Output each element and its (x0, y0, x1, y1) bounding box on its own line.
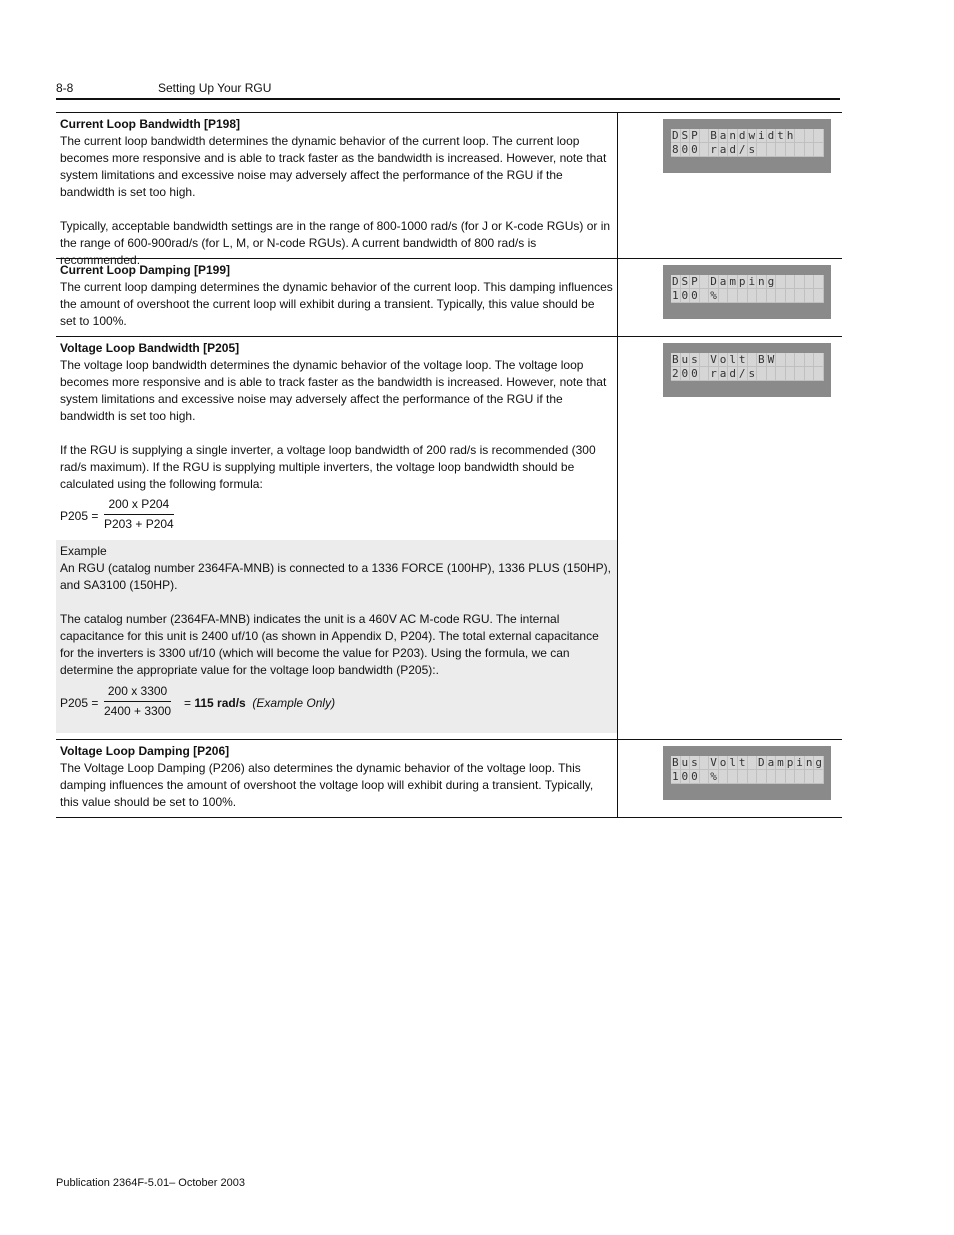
lcd-char (700, 770, 710, 784)
lcd-char (748, 289, 758, 303)
lcd-char (814, 275, 824, 289)
lcd-char (795, 367, 805, 381)
lcd-screen (671, 353, 824, 381)
lcd-char (700, 353, 710, 367)
lcd-line-2 (671, 367, 824, 381)
lcd-char (700, 129, 710, 143)
lcd-char: g (767, 275, 775, 288)
description-cell (56, 337, 618, 739)
lcd-char: 0 (681, 143, 689, 156)
lcd-char (776, 289, 786, 303)
lcd-char: d (729, 367, 736, 380)
lcd-char: s (748, 143, 756, 156)
lcd-char (700, 367, 710, 381)
lcd-char (738, 289, 748, 303)
lcd-char: t (738, 756, 746, 769)
lcd-char: 0 (681, 770, 689, 783)
lcd-char: 0 (681, 289, 689, 302)
table-row (56, 113, 842, 267)
section-title: Current Loop Damping [P199] (60, 263, 231, 277)
lcd-char (767, 143, 777, 157)
lcd-char: 0 (691, 367, 698, 380)
lcd-char: o (719, 353, 727, 366)
lcd-char (728, 289, 738, 303)
lcd-char: / (738, 143, 746, 156)
formula-note: (Example Only) (252, 696, 336, 710)
lcd-char: u (681, 353, 689, 366)
lcd-char (805, 289, 815, 303)
lcd-char: B (671, 756, 679, 769)
lcd-char: / (738, 367, 746, 380)
formula-denominator: 2400 + 3300 (104, 704, 172, 718)
section-title: Current Loop Bandwidth [P198] (60, 117, 240, 131)
table-row (56, 337, 842, 740)
lcd-char: 0 (691, 770, 698, 783)
lcd-char: P (691, 275, 698, 288)
lcd-char: r (710, 143, 717, 156)
lcd-char (814, 289, 824, 303)
lcd-char: n (758, 275, 765, 288)
lcd-char (748, 353, 758, 367)
example-box (56, 540, 617, 733)
lcd-char: o (719, 756, 727, 769)
lcd-char (700, 143, 710, 157)
paragraph: If the RGU is supplying a single inverter, a voltage loop bandwidth of 200 rad/s is recommended (300 rad/s maximum). If the RGU is supplying multiple inverters, the voltage loop bandwidth should be calculated using the following formula: (60, 443, 596, 491)
lcd-display (663, 343, 831, 397)
lcd-char (795, 353, 805, 367)
lcd-char: 1 (671, 770, 679, 783)
lcd-char: d (729, 143, 736, 156)
lcd-char (738, 770, 748, 784)
lcd-line-1 (671, 756, 824, 770)
formula-lhs: P205 = (60, 696, 99, 710)
lcd-char (776, 275, 786, 289)
lcd-char: B (710, 129, 717, 142)
lcd-char: a (719, 367, 727, 380)
lcd-screen (671, 129, 824, 157)
header-rule (56, 98, 840, 100)
lcd-char (700, 289, 710, 303)
lcd-char (814, 143, 824, 157)
section-title: Voltage Loop Bandwidth [P205] (60, 341, 240, 355)
lcd-char: D (671, 129, 679, 142)
lcd-char (748, 770, 758, 784)
lcd-char: p (738, 275, 746, 288)
description-cell (56, 113, 618, 267)
lcd-char: 0 (681, 367, 689, 380)
paragraph: The current loop damping determines the dynamic behavior of the current loop. This damping influences the amount of overshoot the current loop will exhibit during a transient. Typically, this value should be set to 100%. (60, 280, 613, 328)
lcd-char: m (777, 756, 784, 769)
lcd-char (748, 756, 758, 770)
lcd-char: d (738, 129, 746, 142)
lcd-char (805, 353, 815, 367)
lcd-char: a (719, 275, 727, 288)
lcd-char: l (729, 353, 736, 366)
lcd-char (728, 770, 738, 784)
formula-denominator: P203 + P204 (104, 517, 174, 531)
lcd-char: a (767, 756, 775, 769)
publication-footer: Publication 2364F-5.01– October 2003 (56, 1177, 245, 1189)
display-cell (618, 337, 842, 739)
lcd-char (776, 353, 786, 367)
section-title: Voltage Loop Damping [P206] (60, 744, 230, 758)
lcd-char: a (719, 129, 727, 142)
lcd-line-2 (671, 289, 824, 303)
lcd-char: s (691, 353, 698, 366)
display-cell (618, 113, 842, 258)
lcd-char (805, 275, 815, 289)
paragraph: The Voltage Loop Damping (P206) also determines the dynamic behavior of the voltage loop. This damping influences the amount of overshoot the voltage loop will exhibit during a transient. Typically, this value should be set to 100%. (60, 761, 594, 809)
lcd-char: S (681, 129, 689, 142)
lcd-char: V (710, 353, 717, 366)
formula-result (184, 695, 335, 712)
lcd-char: s (691, 756, 698, 769)
lcd-char (805, 770, 815, 784)
lcd-char: % (710, 770, 717, 783)
lcd-char: m (729, 275, 736, 288)
lcd-char (795, 770, 805, 784)
chapter-title: Setting Up Your RGU (158, 81, 272, 95)
description-cell (56, 259, 618, 336)
lcd-char: S (681, 275, 689, 288)
lcd-char (805, 143, 815, 157)
formula-equals: = (184, 696, 192, 710)
lcd-screen (671, 275, 824, 303)
example-formula (60, 683, 613, 725)
lcd-char: D (710, 275, 717, 288)
lcd-char: r (710, 367, 717, 380)
lcd-char (786, 770, 796, 784)
lcd-display (663, 119, 831, 173)
lcd-char (719, 770, 729, 784)
lcd-screen (671, 756, 824, 784)
lcd-char (814, 367, 824, 381)
formula-fraction (104, 683, 171, 720)
lcd-char: 0 (691, 143, 698, 156)
lcd-line-1 (671, 353, 824, 367)
lcd-char: D (758, 756, 765, 769)
lcd-char (757, 289, 767, 303)
lcd-char (757, 143, 767, 157)
lcd-char: n (805, 756, 813, 769)
lcd-line-1 (671, 275, 824, 289)
parameter-table (56, 112, 842, 818)
lcd-char: n (729, 129, 736, 142)
lcd-char (776, 143, 786, 157)
table-row (56, 740, 842, 818)
lcd-char (805, 129, 815, 143)
lcd-char: t (738, 353, 746, 366)
lcd-char: h (786, 129, 794, 142)
formula-numerator: 200 x P204 (104, 496, 174, 515)
display-cell (618, 259, 842, 336)
formula-numerator: 200 x 3300 (104, 683, 171, 702)
lcd-char: i (758, 129, 765, 142)
paragraph: An RGU (catalog number 2364FA-MNB) is connected to a 1336 FORCE (100HP), 1336 PLUS (150HP), and SA3100 (150HP). (60, 561, 611, 592)
description-cell (56, 740, 618, 817)
lcd-char: 8 (671, 143, 679, 156)
lcd-char (786, 275, 796, 289)
lcd-char (776, 367, 786, 381)
formula-lhs: P205 = (60, 509, 99, 523)
lcd-char: P (691, 129, 698, 142)
lcd-char: % (710, 289, 717, 302)
formula-fraction (104, 496, 174, 533)
lcd-line-1 (671, 129, 824, 143)
paragraph: The current loop bandwidth determines the dynamic behavior of the current loop. The current loop becomes more responsive and is able to track faster as the bandwidth is increased. However, note that system limitations and excessive noise may adversely affect the performance of the RGU if the bandwidth is set too high. (60, 134, 607, 199)
lcd-char: 2 (671, 367, 679, 380)
lcd-char: p (786, 756, 794, 769)
lcd-char (700, 756, 710, 770)
lcd-char (719, 289, 729, 303)
lcd-char: 1 (671, 289, 679, 302)
lcd-char (814, 353, 824, 367)
formula-result-value: 115 rad/s (194, 696, 246, 710)
lcd-char: W (767, 353, 775, 366)
lcd-char (786, 353, 796, 367)
lcd-char (786, 289, 796, 303)
lcd-char (757, 367, 767, 381)
lcd-display (663, 265, 831, 319)
lcd-char: D (671, 275, 679, 288)
lcd-char (795, 143, 805, 157)
table-row (56, 259, 842, 337)
lcd-char: B (758, 353, 765, 366)
lcd-char: i (796, 756, 803, 769)
lcd-line-2 (671, 770, 824, 784)
paragraph: The voltage loop bandwidth determines the dynamic behavior of the voltage loop. The voltage loop becomes more responsive and is able to track faster as the bandwidth is increased. However, note that system limitations and excessive noise may adversely affect the performance of the RGU if the bandwidth is set too high. (60, 358, 607, 423)
lcd-char: w (748, 129, 756, 142)
lcd-char: i (748, 275, 756, 288)
lcd-line-2 (671, 143, 824, 157)
lcd-char (795, 129, 805, 143)
lcd-char (786, 367, 796, 381)
lcd-char: B (671, 353, 679, 366)
bandwidth-formula (60, 496, 613, 538)
lcd-char: l (729, 756, 736, 769)
lcd-char (776, 770, 786, 784)
lcd-char: t (777, 129, 784, 142)
lcd-char: V (710, 756, 717, 769)
lcd-char (814, 129, 824, 143)
page-number: 8-8 (56, 81, 74, 95)
lcd-char: s (748, 367, 756, 380)
lcd-char: u (681, 756, 689, 769)
lcd-char (805, 367, 815, 381)
example-label: Example (60, 544, 107, 558)
lcd-char (795, 289, 805, 303)
paragraph: The catalog number (2364FA-MNB) indicates the unit is a 460V AC M-code RGU. The internal capacitance for this unit is 2400 uf/10 (as shown in Appendix D, P204). The total external capacitance for the inverters is 3300 uf/10 (which will become the value for P203). Using the formula, we can determine the appropriate value for the voltage loop bandwidth (P205):. (60, 612, 599, 677)
paragraph: Typically, acceptable bandwidth settings are in the range of 800-1000 rad/s (for J or K-code RGUs) or in the range of 600-900rad/s (for L, M, or N-code RGUs). A current bandwidth of 800 rad/s is recommended. (60, 219, 611, 267)
lcd-display (663, 746, 831, 800)
lcd-char (700, 275, 710, 289)
display-cell (618, 740, 842, 817)
lcd-char: g (815, 756, 823, 769)
lcd-char (757, 770, 767, 784)
lcd-char: a (719, 143, 727, 156)
lcd-char: 0 (691, 289, 698, 302)
lcd-char (767, 289, 777, 303)
lcd-char (786, 143, 796, 157)
lcd-char (767, 367, 777, 381)
lcd-char (795, 275, 805, 289)
lcd-char (814, 770, 824, 784)
lcd-char: d (767, 129, 775, 142)
lcd-char (767, 770, 777, 784)
